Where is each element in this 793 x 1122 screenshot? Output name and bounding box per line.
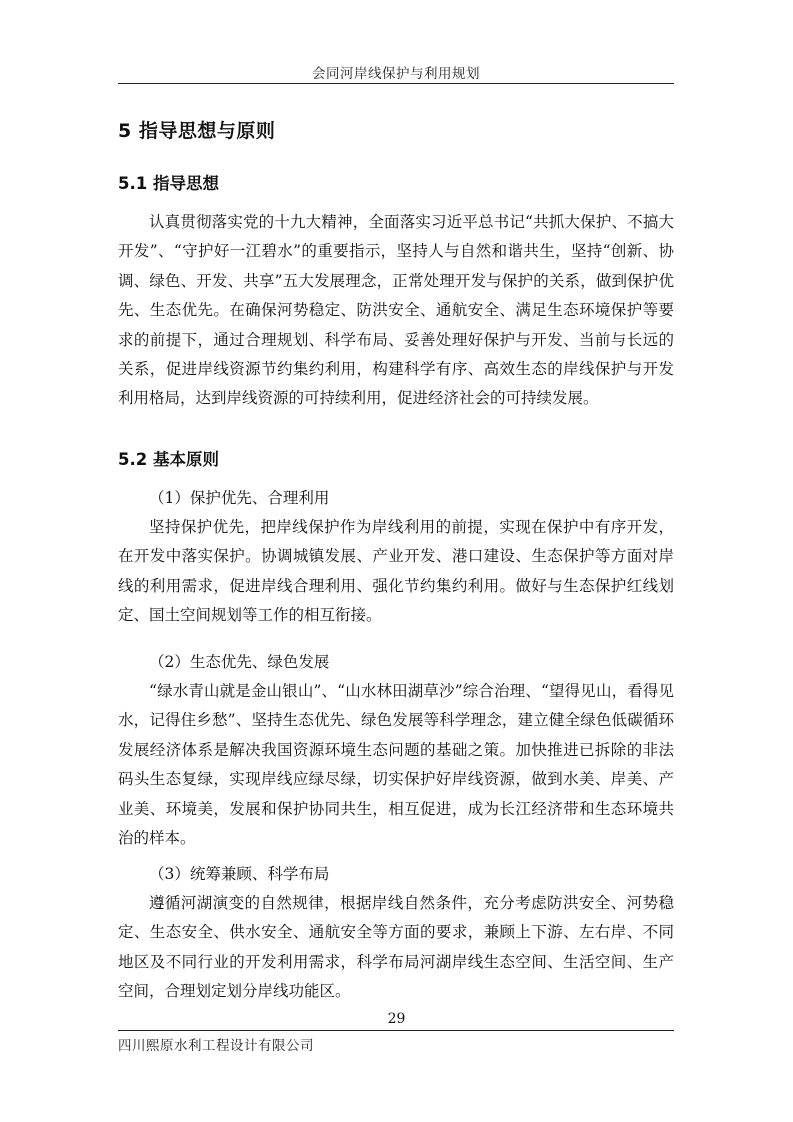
principle-3-heading: （3）统筹兼顾、科学布局: [149, 865, 330, 883]
subsection-title-guiding-ideology: 5.1 指导思想: [118, 174, 219, 193]
section-title: 5 指导思想与原则: [118, 120, 276, 142]
guiding-ideology-paragraph: 认真贯彻落实党的十九大精神，全面落实习近平总书记“共抓大保护、不搞大开发”、“守护好一江碧水”的重要指示，坚持人与自然和谐共生，坚持“创新、协调、绿色、开发、共享”五大发展理念，正常处理开发与保护的关系，做到保护优先、生态优先。在确保河势稳定、防洪安全、通航安全、满足生态环境保护等要求的前提下，通过合理规划、科学布局、妥善处理好保护与开发、当前与长远的关系，促进岸线资源节约集约利用，构建科学有序、高效生态的岸线保护与开发利用格局，达到岸线资源的可持续利用，促进经济社会的可持续发展。: [118, 213, 674, 408]
footer-company: 四川熙原水利工程设计有限公司: [118, 1038, 314, 1054]
principle-1-text: 坚持保护优先，把岸线保护作为岸线利用的前提，实现在保护中有序开发，在开发中落实保护。协调城镇发展、产业开发、港口建设、生态保护等方面对岸线的利用需求，促进岸线合理利用、强化节约集约利用。做好与生态保护红线划定、国土空间规划等工作的相互衔接。: [118, 518, 674, 625]
principle-3-text: 遵循河湖演变的自然规律，根据岸线自然条件，充分考虑防洪安全、河势稳定、生态安全、供水安全、通航安全等方面的要求，兼顾上下游、左右岸、不同地区及不同行业的开发利用需求，科学布局河湖岸线生态空间、生活空间、生产空间，合理划定划分岸线功能区。: [118, 894, 674, 1001]
subsection-title-basic-principles: 5.2 基本原则: [118, 450, 219, 469]
principle-2-heading: （2）生态优先、绿色发展: [149, 653, 330, 671]
running-header: 会同河岸线保护与利用规划: [312, 66, 480, 82]
page-number: 29: [387, 1011, 406, 1027]
header-rule: [118, 83, 674, 84]
footer-rule: [118, 1030, 674, 1031]
principle-2-text: “绿水青山就是金山银山”、“山水林田湖草沙”综合治理、“望得见山，看得见水，记得住乡愁”、坚持生态优先、绿色发展等科学理念，建立健全绿色低碳循环发展经济体系是解决我国资源环境生态问题的基础之策。加快推进已拆除的非法码头生态复绿，实现岸线应绿尽绿，切实保护好岸线资源，做到水美、岸美、产业美、环境美，发展和保护协同共生，相互促进，成为长江经济带和生态环境共治的样本。: [118, 682, 674, 848]
principle-1-heading: （1）保护优先、合理利用: [149, 489, 330, 507]
